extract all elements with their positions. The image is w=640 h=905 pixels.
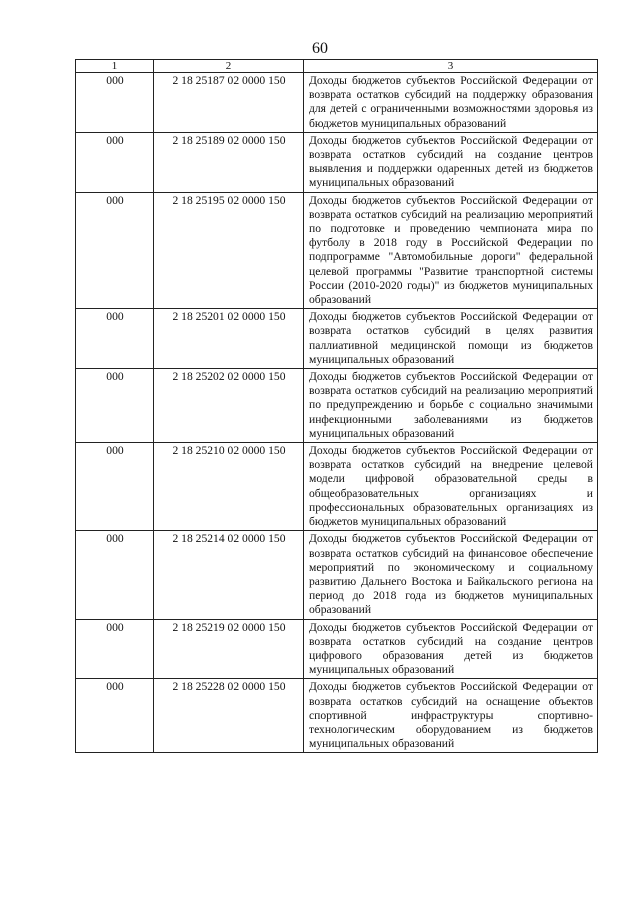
table-row <box>76 369 598 443</box>
admin-code-cell: 000 <box>76 531 154 619</box>
income-code-cell: 2 18 25201 02 0000 150 <box>154 309 304 369</box>
table-row <box>76 679 598 753</box>
income-code-cell: 2 18 25195 02 0000 150 <box>154 192 304 309</box>
income-name-cell: Доходы бюджетов субъектов Российской Федерации от возврата остатков субсидий на реализацию мероприятий по подготовке и проведению чемпионата мира по футболу в 2018 году в Российской Федерации по подпрограмме "Автомобильные дороги" федеральной целевой программы "Развитие транспортной системы России (2010-2020 годы)" из бюджетов муниципальных образований <box>304 192 598 309</box>
income-code-cell: 2 18 25214 02 0000 150 <box>154 531 304 619</box>
budget-codes-table <box>75 59 598 753</box>
table-row <box>76 443 598 531</box>
income-name-cell: Доходы бюджетов субъектов Российской Федерации от возврата остатков субсидий на внедрение целевой модели цифровой образовательной среды в общеобразовательных организациях и профессиональных образовательных организациях из бюджетов муниципальных образований <box>304 443 598 531</box>
income-code-cell: 2 18 25219 02 0000 150 <box>154 619 304 679</box>
table-row <box>76 309 598 369</box>
admin-code-cell: 000 <box>76 73 154 133</box>
income-name-cell: Доходы бюджетов субъектов Российской Федерации от возврата остатков субсидий на реализацию мероприятий по предупреждению и борьбе с социально значимыми инфекционными заболеваниями из бюджетов муниципальных образований <box>304 369 598 443</box>
table-row <box>76 192 598 309</box>
income-name-cell: Доходы бюджетов субъектов Российской Федерации от возврата остатков субсидий на создание центров цифрового образования детей из бюджетов муниципальных образований <box>304 619 598 679</box>
income-code-cell: 2 18 25189 02 0000 150 <box>154 132 304 192</box>
column-header-2: 2 <box>154 60 304 73</box>
column-header-3: 3 <box>304 60 598 73</box>
admin-code-cell: 000 <box>76 679 154 753</box>
income-name-cell: Доходы бюджетов субъектов Российской Федерации от возврата остатков субсидий на поддержку образования для детей с ограниченными возможностями здоровья из бюджетов муниципальных образований <box>304 73 598 133</box>
admin-code-cell: 000 <box>76 619 154 679</box>
income-code-cell: 2 18 25187 02 0000 150 <box>154 73 304 133</box>
admin-code-cell: 000 <box>76 443 154 531</box>
admin-code-cell: 000 <box>76 369 154 443</box>
income-code-cell: 2 18 25202 02 0000 150 <box>154 369 304 443</box>
table-header-row <box>76 60 598 73</box>
page-number: 60 <box>312 40 328 57</box>
table-row <box>76 531 598 619</box>
income-name-cell: Доходы бюджетов субъектов Российской Федерации от возврата остатков субсидий на финансовое обеспечение мероприятий по экономическому и социальному развитию Дальнего Востока и Байкальского региона на период до 2018 года из бюджетов муниципальных образований <box>304 531 598 619</box>
table-row <box>76 132 598 192</box>
admin-code-cell: 000 <box>76 132 154 192</box>
income-name-cell: Доходы бюджетов субъектов Российской Федерации от возврата остатков субсидий на оснащение объектов спортивной инфраструктуры спортивно-технологическим оборудованием из бюджетов муниципальных образований <box>304 679 598 753</box>
column-header-1: 1 <box>76 60 154 73</box>
income-name-cell: Доходы бюджетов субъектов Российской Федерации от возврата остатков субсидий на создание центров выявления и поддержки одаренных детей из бюджетов муниципальных образований <box>304 132 598 192</box>
table-row <box>76 73 598 133</box>
income-code-cell: 2 18 25228 02 0000 150 <box>154 679 304 753</box>
income-code-cell: 2 18 25210 02 0000 150 <box>154 443 304 531</box>
admin-code-cell: 000 <box>76 192 154 309</box>
admin-code-cell: 000 <box>76 309 154 369</box>
table-row <box>76 619 598 679</box>
income-name-cell: Доходы бюджетов субъектов Российской Федерации от возврата остатков субсидий в целях развития паллиативной медицинской помощи из бюджетов муниципальных образований <box>304 309 598 369</box>
